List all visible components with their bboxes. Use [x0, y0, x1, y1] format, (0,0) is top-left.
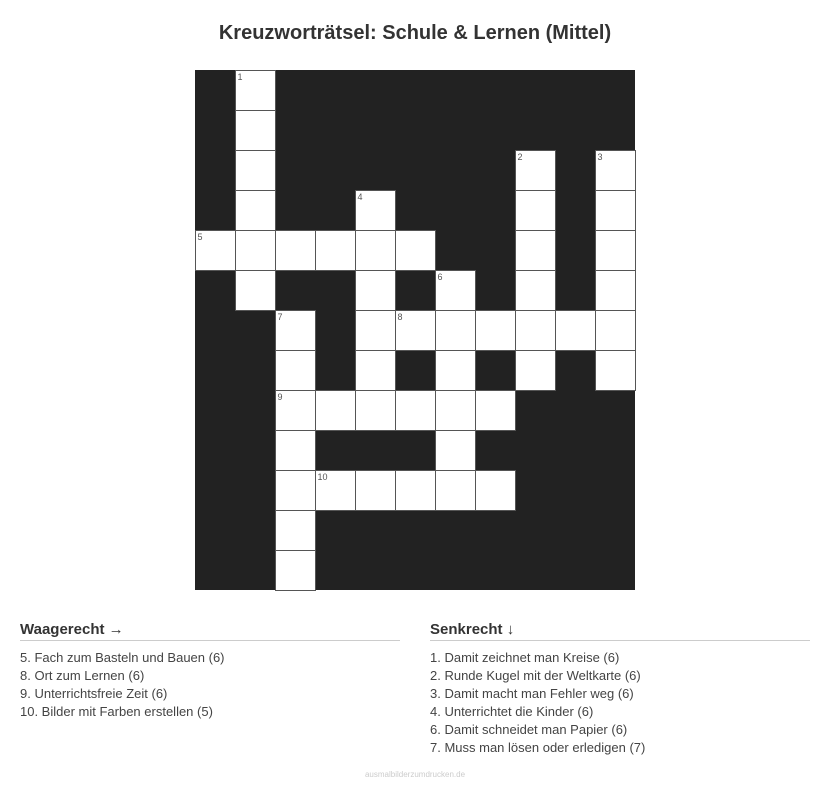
answer-cell[interactable]: [315, 470, 356, 511]
answer-cell[interactable]: [435, 270, 476, 311]
answer-cell[interactable]: [235, 270, 276, 311]
down-clues: [430, 620, 810, 757]
answer-cell[interactable]: [595, 350, 636, 391]
answer-cell[interactable]: [235, 190, 276, 231]
down-clue-item: 6. Damit schneidet man Papier (6): [430, 722, 628, 737]
across-clue-item: 9. Unterrichtsfreie Zeit (6): [20, 686, 168, 701]
answer-cell[interactable]: [355, 230, 396, 271]
answer-cell[interactable]: [355, 310, 396, 351]
across-clue-list: [20, 649, 400, 721]
answer-cell[interactable]: [395, 230, 436, 271]
clue-number: 10: [317, 471, 328, 482]
down-clue-item: 7. Muss man lösen oder erledigen (7): [430, 740, 646, 755]
answer-cell[interactable]: [435, 350, 476, 391]
answer-cell[interactable]: [275, 470, 316, 511]
answer-cell[interactable]: [515, 350, 556, 391]
answer-cell[interactable]: [355, 390, 396, 431]
answer-cell[interactable]: [595, 150, 636, 191]
answer-cell[interactable]: [275, 390, 316, 431]
answer-cell[interactable]: [475, 310, 516, 351]
clue-number: 1: [237, 71, 243, 82]
answer-cell[interactable]: [235, 150, 276, 191]
puzzle-title: Kreuzworträtsel: Schule & Lernen (Mittel): [218, 22, 612, 44]
answer-cell[interactable]: [275, 430, 316, 471]
down-clue-item: 1. Damit zeichnet man Kreise (6): [430, 650, 620, 665]
answer-cell[interactable]: [515, 230, 556, 271]
answer-cell[interactable]: [395, 390, 436, 431]
answer-cell[interactable]: [435, 310, 476, 351]
answer-cell[interactable]: [235, 110, 276, 151]
answer-cell[interactable]: [275, 310, 316, 351]
down-clue-item: 2. Runde Kugel mit der Weltkarte (6): [430, 668, 641, 683]
down-clue-item: 4. Unterrichtet die Kinder (6): [430, 704, 594, 719]
answer-cell[interactable]: [515, 150, 556, 191]
answer-cell[interactable]: [515, 190, 556, 231]
clue-number: 8: [397, 311, 403, 322]
answer-cell[interactable]: [435, 430, 476, 471]
across-clue-item: 5. Fach zum Basteln und Bauen (6): [20, 650, 225, 665]
answer-cell[interactable]: [355, 350, 396, 391]
answer-cell[interactable]: [235, 70, 276, 111]
answer-cell[interactable]: [595, 230, 636, 271]
site-watermark: ausmalbilderzumdrucken.de: [364, 770, 466, 779]
answer-cell[interactable]: [355, 190, 396, 231]
down-clue-item: 3. Damit macht man Fehler weg (6): [430, 686, 634, 701]
answer-cell[interactable]: [475, 390, 516, 431]
answer-cell[interactable]: [395, 310, 436, 351]
answer-cell[interactable]: [395, 470, 436, 511]
answer-cell[interactable]: [195, 230, 236, 271]
answer-cell[interactable]: [555, 310, 596, 351]
clue-number: 2: [517, 151, 523, 162]
answer-cell[interactable]: [275, 550, 316, 591]
answer-cell[interactable]: [595, 270, 636, 311]
answer-cell[interactable]: [515, 270, 556, 311]
clue-number: 5: [197, 231, 203, 242]
clue-number: 7: [277, 311, 283, 322]
across-clue-item: 10. Bilder mit Farben erstellen (5): [20, 704, 213, 719]
answer-cell[interactable]: [355, 270, 396, 311]
clue-number: 3: [597, 151, 603, 162]
answer-cell[interactable]: [595, 310, 636, 351]
answer-cell[interactable]: [235, 230, 276, 271]
answer-cell[interactable]: [275, 510, 316, 551]
answer-cell[interactable]: [475, 470, 516, 511]
answer-cell[interactable]: [315, 390, 356, 431]
down-clue-list: [430, 649, 810, 757]
answer-cell[interactable]: [355, 470, 396, 511]
clue-number: 6: [437, 271, 443, 282]
across-heading: Waagerecht →: [20, 620, 400, 641]
answer-cell[interactable]: [275, 350, 316, 391]
answer-cell[interactable]: [435, 470, 476, 511]
crossword-grid: [195, 70, 635, 590]
down-heading: Senkrecht ↓: [430, 620, 810, 641]
across-clue-item: 8. Ort zum Lernen (6): [20, 668, 145, 683]
answer-cell[interactable]: [435, 390, 476, 431]
answer-cell[interactable]: [515, 310, 556, 351]
answer-cell[interactable]: [315, 230, 356, 271]
answer-cell[interactable]: [595, 190, 636, 231]
clue-number: 4: [357, 191, 363, 202]
across-clues: [20, 620, 400, 721]
clue-number: 9: [277, 391, 283, 402]
answer-cell[interactable]: [275, 230, 316, 271]
